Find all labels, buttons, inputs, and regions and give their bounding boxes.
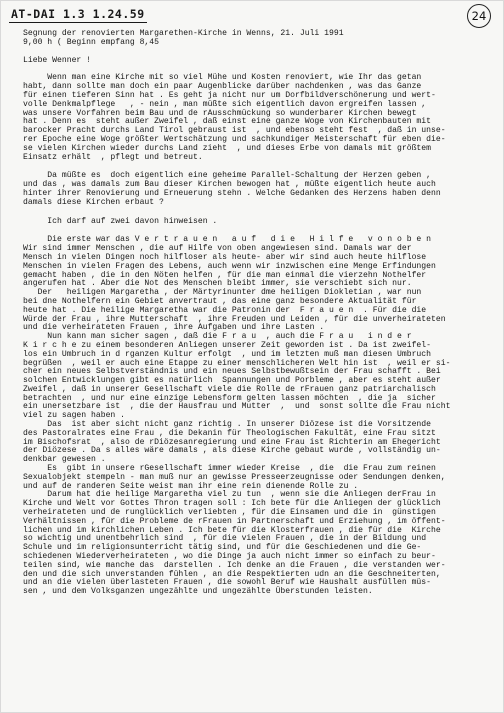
text-line: heute hat . Die heilige Margaretha war die Patronin der F r a u e n . Für die die [23, 305, 427, 315]
letter-body [23, 30, 493, 597]
salutation: Liebe Wenner ! [23, 55, 91, 65]
text-line: betrachten , und nur eine einzige Lebensform gelten lassen möchten , die ja sicher [23, 393, 436, 403]
text-line: begrüßen , weil er auch eine Etappe zu einer menschlicheren Welt hin ist , weil er si- [23, 358, 451, 368]
text-line: und die verheirateten Frauen , ihre Aufgaben und ihre Lasten . [23, 323, 325, 333]
text-line: Darum hat die heilige Margaretha viel zu tun , wenn sie die Anliegen derFrau in [23, 490, 436, 500]
text-line: Würde der Frau , ihre Mutterschaft , ihre Freuden und Leiden , für die unverheirateten [23, 314, 446, 324]
text-line: für einen tieferen Sinn hat . Es geht ja nicht nur um Dorfbildverschönerung und wert- [23, 90, 436, 100]
text-line: so wichtig und unentbehrlich sind , für die vielen Frauen , die in der Bildung und [23, 534, 427, 544]
text-line: Kirche und Welt vor Gottes Thron tragen soll : Ich bete für die Anliegen der glücklich [23, 499, 441, 509]
text-line: Mensch in vielen Dingen noch hilfloser als heute- aber wir sind auch heute hilflose [23, 252, 427, 262]
text-line: des Pastoralrates eine Frau , die Dekanin für Theologischen Fakultät, eine Frau sitzt [23, 428, 436, 438]
text-line: Menschen in vielen Fragen des Lebens, auch wenn wir inzwischen eine Menge Erfindungen [23, 261, 436, 271]
text-line: Ich darf auf zwei davon hinweisen . [23, 216, 218, 226]
text-line: teilen sind, wie manche das darstellen . Ich denke an die Frauen , die verstanden wer- [23, 560, 446, 570]
text-line: damals diese Kirchen erbaut ? [23, 197, 164, 207]
text-line: ein unersetzbare ist , die der Hausfrau und Mutter , und sonst sollte die Frau nicht [23, 402, 451, 412]
text-line: denkbar gewesen . [23, 455, 106, 465]
header-line: Segnung der renovierten Margarethen-Kirche in Wenns, 21. Juli 1991 [23, 29, 344, 38]
text-line: Wir sind immer Menschen , die auf Hilfe von oben angewiesen sind. Damals war der [23, 244, 412, 254]
text-line: Verhältnissen , für die Probleme de rFrauen in Partnerschaft und Erziehung , im öffent- [23, 516, 446, 526]
text-line: den und die sich unverstanden fühlen , an die Respektierten udn an die Geschneiterten, [23, 569, 441, 579]
text-line: hat . Denn es steht außer Zweifel , daß einst eine ganze Woge von Kirchenbauten mit [23, 117, 431, 127]
text-line: Nun kann man sicher sagen , daß die F r a u , auch die F r a u i n d e r [23, 332, 412, 342]
text-line: habt, dann sollte man doch ein paar Augenblicke darüber nachdenken , was das Ganze [23, 82, 422, 92]
page-number-circle: 24 [467, 4, 491, 28]
text-line: barocker Pracht durchs Land Tirol gebraust ist , und ebenso steht fest , daß in unse- [23, 126, 446, 136]
text-line: schiedenen Wiederverheirateten , wo die Dinge ja auch nicht immer so einfach zu beur- [23, 552, 436, 562]
text-line: Zweifel , daß in unserer Gesellschaft viele die Rolle de rFrauen ganz patriarchalisch [23, 384, 436, 394]
text-line: Die erste war das V e r t r a u e n a u f d i e H i l f e v o n o b e n [23, 235, 431, 245]
text-line: Es gibt in unsere rGesellschaft immer wieder Kreise , die die Frau zum reinen [23, 464, 436, 474]
text-line: Schule und im religionsunterricht tätig sind, und für die Geschiedenen und die Ge- [23, 543, 422, 553]
paragraph-3 [23, 218, 493, 227]
text-line: der Diözese . Da s alles wäre damals , als diese Kirche gebaut wurde , vollständig un- [23, 446, 441, 456]
text-line: cher ein neues Selbstverständnis und ein neues Selbstbewußtsein der Frau schafft . Bei [23, 367, 441, 377]
text-line: lichen und im kirchlichen Leben . Ich bete für die Klosterfrauen , die für die Kirche [23, 525, 441, 535]
text-line: verheirateten und de runglücklich verliebten , für die Einsamen und die in günstigen [23, 508, 436, 518]
text-line: Das ist aber sicht nicht ganz richtig . In unserer Diözese ist die Vorsitzende [23, 420, 431, 430]
text-line: angerufen hat . Aber die Not des Menschen bleibt immer, sie verschiebt sich nur. [23, 279, 412, 289]
text-line: im Bischofsrat , also de rDiözesanregierung und eine Frau ist Richterin am Ehegericht [23, 437, 441, 447]
text-line: und das , was damals zum Bau dieser Kirchen bewogen hat , müßte eigentlich heute auch [23, 180, 436, 190]
text-line: Einsatz erhält , pflegt und betreut. [23, 152, 203, 162]
text-line: und auf de randeren Seite weist man ihr eine rein dienende Rolle zu . [23, 481, 359, 491]
text-line: sen , und dem Volksganzen ungezählte und ungezählte Überstunden leisten. [23, 587, 373, 597]
text-line: Sexualobjekt stempeln - man muß nur an gewisse Presseerzeugnisse oder Sendungen denken, [23, 472, 446, 482]
text-line: solchen Entwicklungen gibt es natürlich Spannungen und Porbleme , aber es steht außer [23, 376, 441, 386]
text-line: bei dne Nothelfern ein Gebiet anvertraut , das eine ganz besondere Aktualität für [23, 296, 417, 306]
paragraph-1 [23, 74, 493, 162]
text-line: und an die vielen überlasteten Frauen , die sowohl Beruf wie Haushalt ausfüllen müs- [23, 578, 431, 588]
header-line: 9,00 h ( Beginn empfang 8,45 [23, 37, 159, 47]
text-line: Wenn man eine Kirche mit so viel Mühe und Kosten renoviert, wie Ihr das getan [23, 73, 422, 83]
text-line: Da müßte es doch eigentlich eine geheime Parallel-Schaltung der Herzen geben , [23, 171, 431, 181]
text-line: los ein Umbruch in d rganzen Kultur erfolgt , und im letzten muß man diesen Umbruch [23, 349, 431, 359]
text-line: Der heiligen Margaretha , der Märtyrinunter dme heiligen Diokletian , war nun [23, 288, 422, 298]
text-line: K i r c h e zu einem besonderen Anliegen unserer Zeit geworden ist . Da ist zweifel- [23, 340, 431, 350]
text-line: rer Epoche eine Woge größter Wertschätzung und sachkundiger Meisterschaft für eben die- [23, 134, 446, 144]
text-line: viel zu sagen haben . [23, 411, 125, 421]
archive-stamp: AT-DAI 1.3 1.24.59 [11, 7, 145, 21]
main-body [23, 236, 493, 597]
text-line: hinter ihrer Renovierung und Erneuerung stehn . Welche Gedanken des Herzens haben denn [23, 188, 441, 198]
text-line: gemacht haben , die in den Nöten helfen , für die man einmal die vierzehn Nothelfer [23, 270, 427, 280]
paragraph-2 [23, 172, 493, 207]
text-line: volle Denkmalpflege , - nein , man müßte sich eigentlich davon ergreifen lassen , [23, 99, 427, 109]
text-line: se vielen Kirchen wieder durchs Land zieht , und dieses Erbe von damals mit größtem [23, 143, 431, 153]
text-line: was unsere Vorfahren beim Bau und de rAusschmückung so wunderbarer Kirchen bewegt [23, 108, 417, 118]
